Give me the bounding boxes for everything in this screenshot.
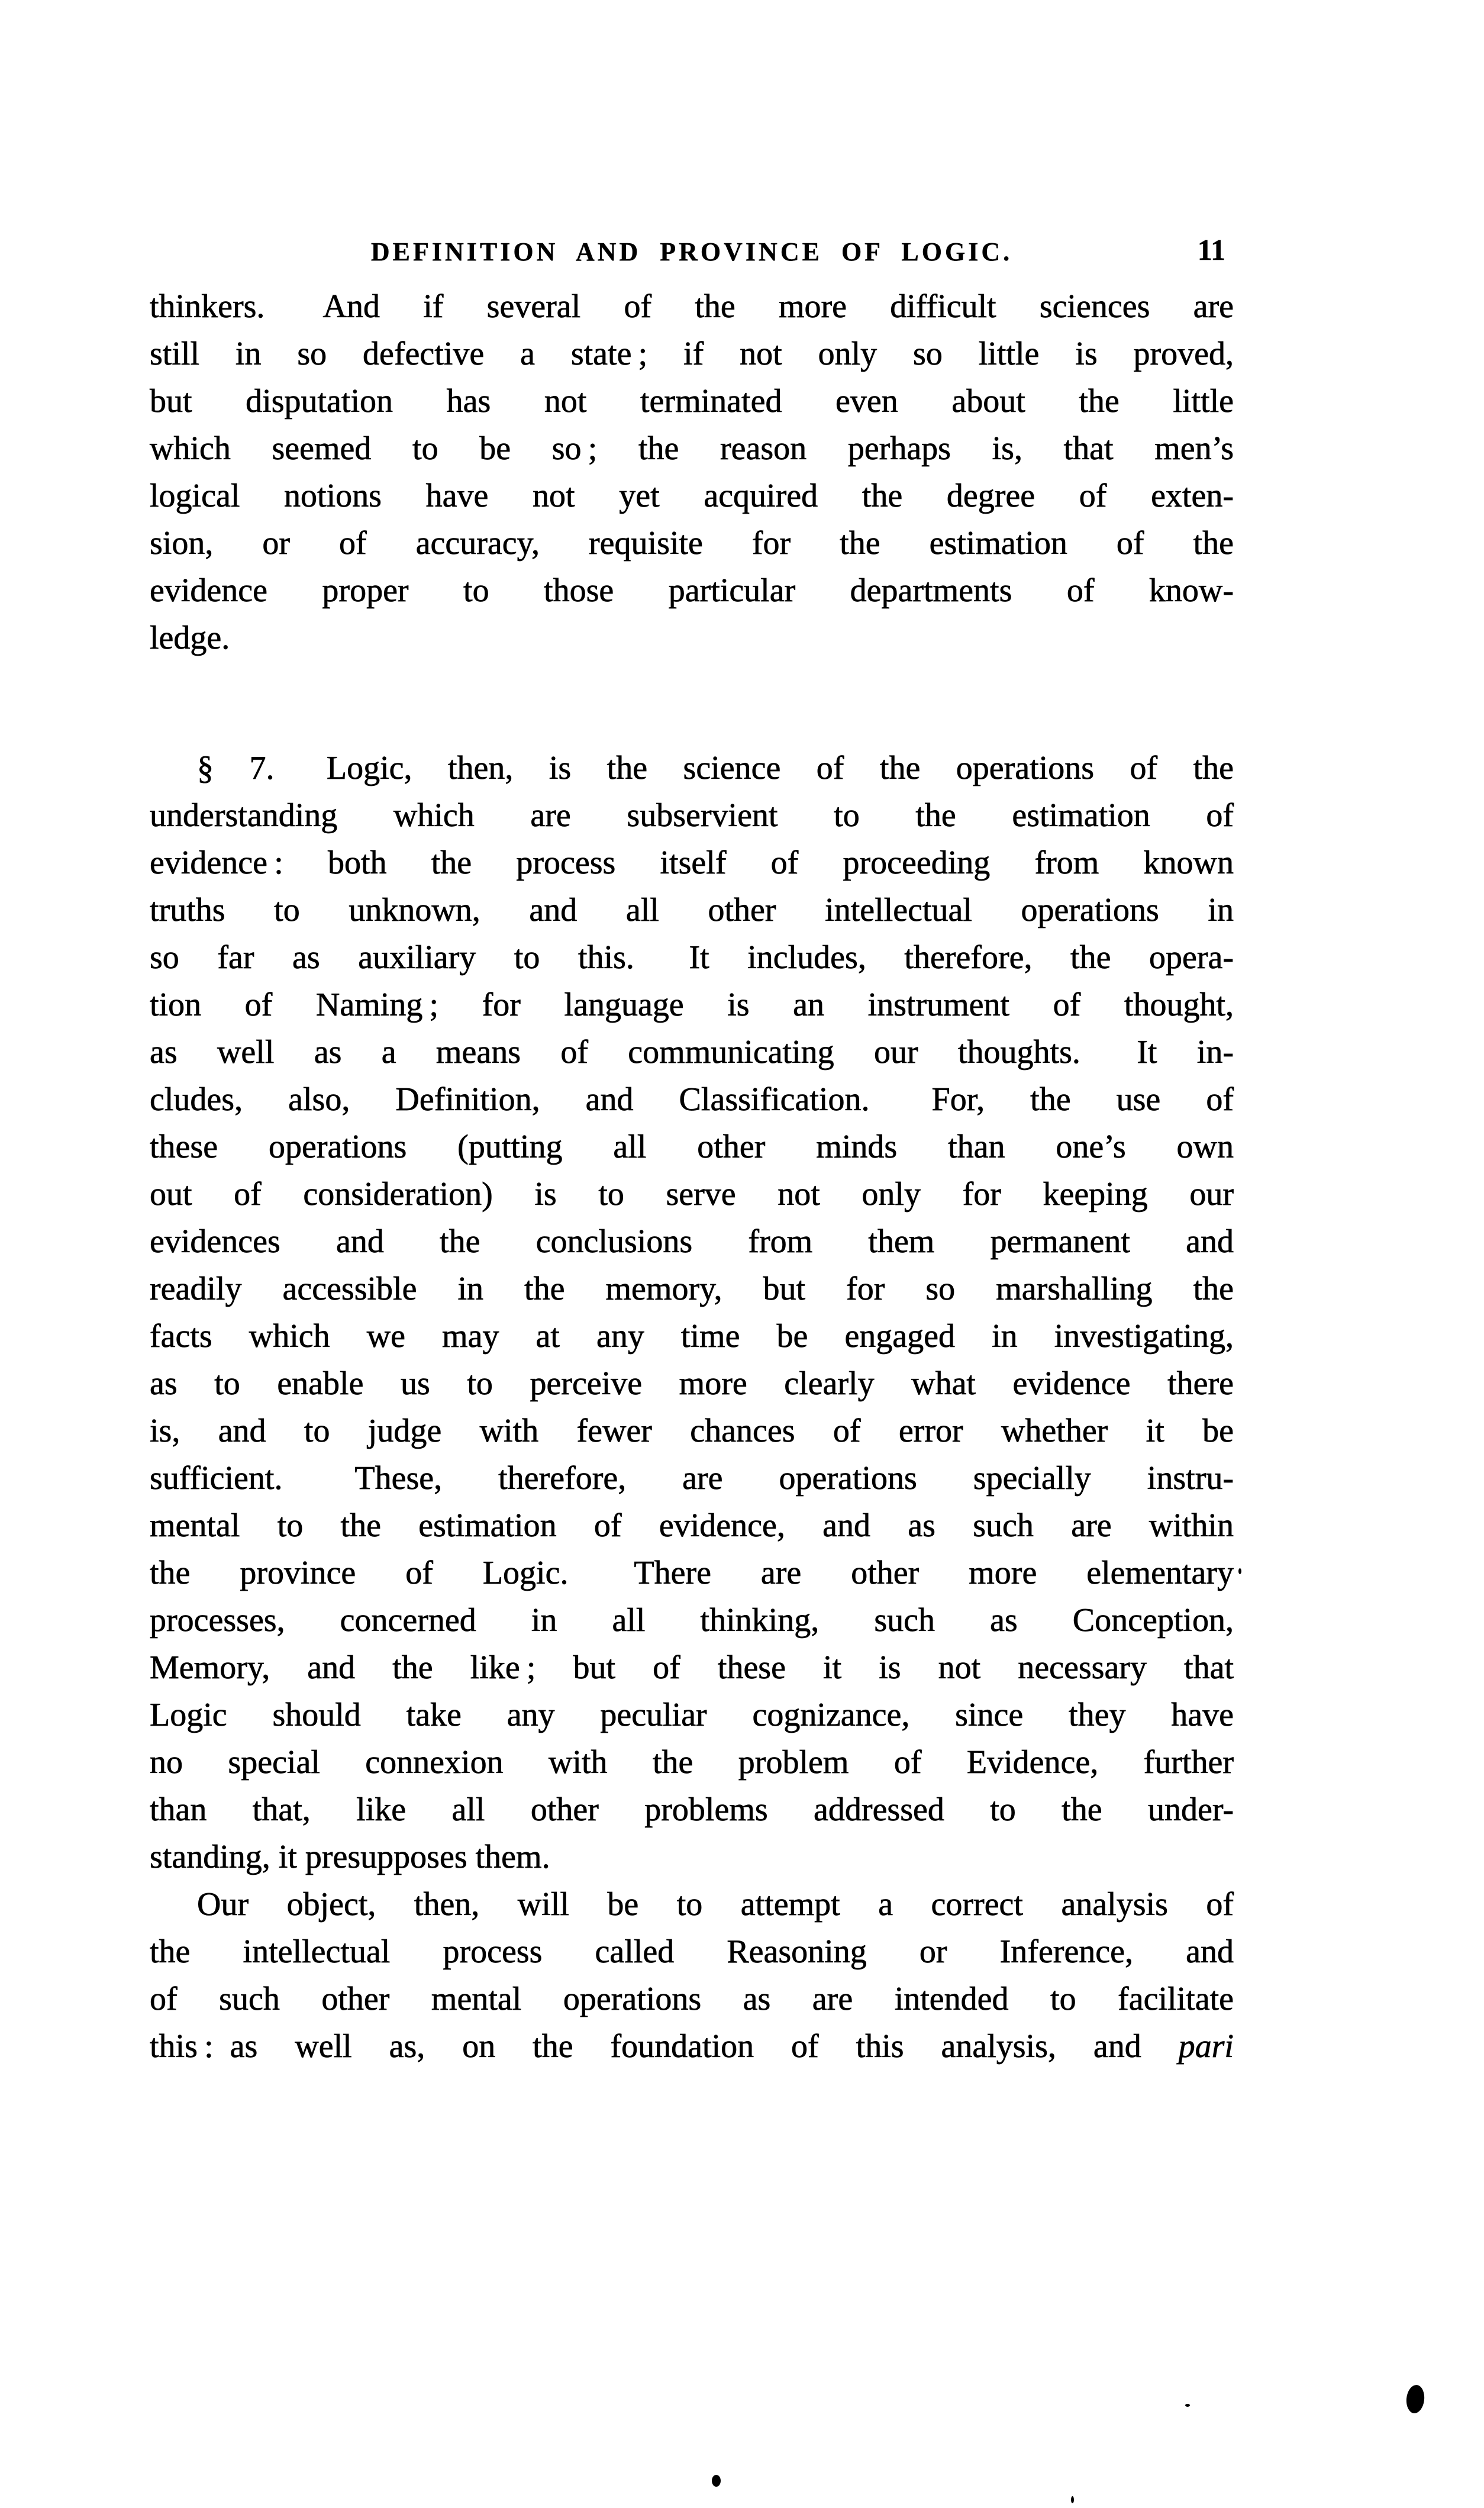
paragraph: [150, 1881, 1234, 2070]
text-line: [150, 1123, 1234, 1171]
text-line: [150, 1360, 1234, 1407]
text-line: [150, 1881, 1234, 1928]
text-segment: evidence proper to those particular departments of know-: [150, 572, 1234, 609]
text-segment: evidence : both the process itself of proceeding from known: [150, 844, 1234, 881]
text-line: [150, 1597, 1234, 1644]
text-segment: so far as auxiliary to this. It includes, therefore, the opera-: [150, 939, 1234, 976]
text-segment: as well as a means of communicating our thoughts. It in-: [150, 1034, 1234, 1071]
text-line: [150, 1076, 1234, 1123]
text-line: [150, 1928, 1234, 1975]
text-segment: Our object, then, will be to attempt a correct analysis of: [197, 1886, 1234, 1923]
text-segment: evidences and the conclusions from them permanent and: [150, 1223, 1234, 1260]
text-segment: sion, or of accuracy, requisite for the estimation of the: [150, 525, 1234, 562]
text-line: [150, 1786, 1234, 1833]
text-segment: § 7. Logic, then, is the science of the operations of the: [197, 750, 1234, 786]
text-segment: but disputation has not terminated even about the little: [150, 383, 1234, 420]
text-line: [150, 1407, 1234, 1455]
body-text: [150, 283, 1234, 2070]
text-line: [150, 934, 1234, 981]
text-segment: mental to the estimation of evidence, and as such are within: [150, 1507, 1234, 1544]
ink-speck-1: [1185, 2404, 1190, 2407]
page-header: [150, 234, 1234, 271]
text-segment: readily accessible in the memory, but for so marshalling the: [150, 1271, 1234, 1307]
text-segment: Logic should take any peculiar cognizance, since they have: [150, 1697, 1234, 1733]
ink-speck-2: [1238, 1568, 1241, 1574]
text-segment: as to enable us to perceive more clearly what evidence there: [150, 1365, 1234, 1402]
text-segment: facts which we may at any time be engaged in investigating,: [150, 1318, 1234, 1355]
text-line: [150, 1265, 1234, 1313]
text-segment: no special connexion with the problem of Evidence, further: [150, 1744, 1234, 1781]
text-segment: tion of Naming ; for language is an instrument of thought,: [150, 987, 1234, 1023]
text-line: [150, 1975, 1234, 2023]
text-segment: processes, concerned in all thinking, such as Conception,: [150, 1602, 1234, 1639]
text-segment: sufficient. These, therefore, are operations specially instru-: [150, 1460, 1234, 1497]
text-segment: out of consideration) is to serve not only for keeping our: [150, 1176, 1234, 1213]
text-line: [150, 472, 1234, 520]
text-line: [150, 283, 1234, 330]
text-line: [150, 1502, 1234, 1549]
text-line: [150, 1833, 1234, 1881]
text-line: [150, 1455, 1234, 1502]
text-segment: this : as well as, on the foundation of this analysis, and: [150, 2028, 1179, 2065]
text-line: [150, 981, 1234, 1029]
ink-speck-3: [1071, 2496, 1074, 2503]
text-segment: these operations (putting all other minds than one’s own: [150, 1129, 1234, 1165]
paragraph: [150, 744, 1234, 1881]
text-line: [150, 1691, 1234, 1739]
text-line: [150, 1644, 1234, 1691]
text-line: [150, 1218, 1234, 1265]
text-line: [150, 792, 1234, 839]
text-line: [150, 425, 1234, 472]
ink-dot-bottom-center: [712, 2475, 721, 2487]
text-line: [150, 520, 1234, 567]
text-line: [150, 1313, 1234, 1360]
text-line: [150, 886, 1234, 934]
text-line: [150, 1171, 1234, 1218]
text-line: [150, 614, 1234, 662]
text-segment: truths to unknown, and all other intellectual operations in: [150, 892, 1234, 929]
italic-text: pari: [1178, 2028, 1234, 2065]
text-segment: still in so defective a state ; if not only so little is proved,: [150, 336, 1234, 372]
text-segment: than that, like all other problems addressed to the under-: [150, 1791, 1234, 1828]
text-line: [150, 330, 1234, 378]
text-line: [150, 1029, 1234, 1076]
paragraph: [150, 283, 1234, 662]
text-segment: which seemed to be so ; the reason perhaps is, that men’s: [150, 430, 1234, 467]
text-segment: ledge.: [150, 620, 230, 656]
text-line: [150, 567, 1234, 614]
text-segment: standing, it presupposes them.: [150, 1839, 550, 1875]
text-line: [150, 839, 1234, 886]
text-segment: thinkers. And if several of the more difficult sciences are: [150, 288, 1234, 325]
text-line: [150, 1739, 1234, 1786]
text-line: [150, 2023, 1234, 2070]
text-line: [150, 378, 1234, 425]
text-segment: is, and to judge with fewer chances of error whether it be: [150, 1413, 1234, 1449]
text-segment: the province of Logic. There are other more elementary: [150, 1555, 1234, 1591]
text-segment: cludes, also, Definition, and Classification. For, the use of: [150, 1081, 1234, 1118]
ink-blot-large: [1405, 2384, 1426, 2414]
text-segment: the intellectual process called Reasoning or Inference, and: [150, 1933, 1234, 1970]
text-segment: of such other mental operations as are intended to facilitate: [150, 1981, 1234, 2017]
text-segment: logical notions have not yet acquired the degree of exten-: [150, 478, 1234, 514]
text-segment: Memory, and the like ; but of these it is not necessary that: [150, 1649, 1234, 1686]
text-line: [150, 744, 1234, 792]
running-title: DEFINITION AND PROVINCE OF LOGIC.: [370, 237, 1013, 266]
page-number: 11: [1197, 233, 1225, 266]
text-line: [150, 1549, 1234, 1597]
text-segment: understanding which are subservient to the estimation of: [150, 797, 1234, 834]
